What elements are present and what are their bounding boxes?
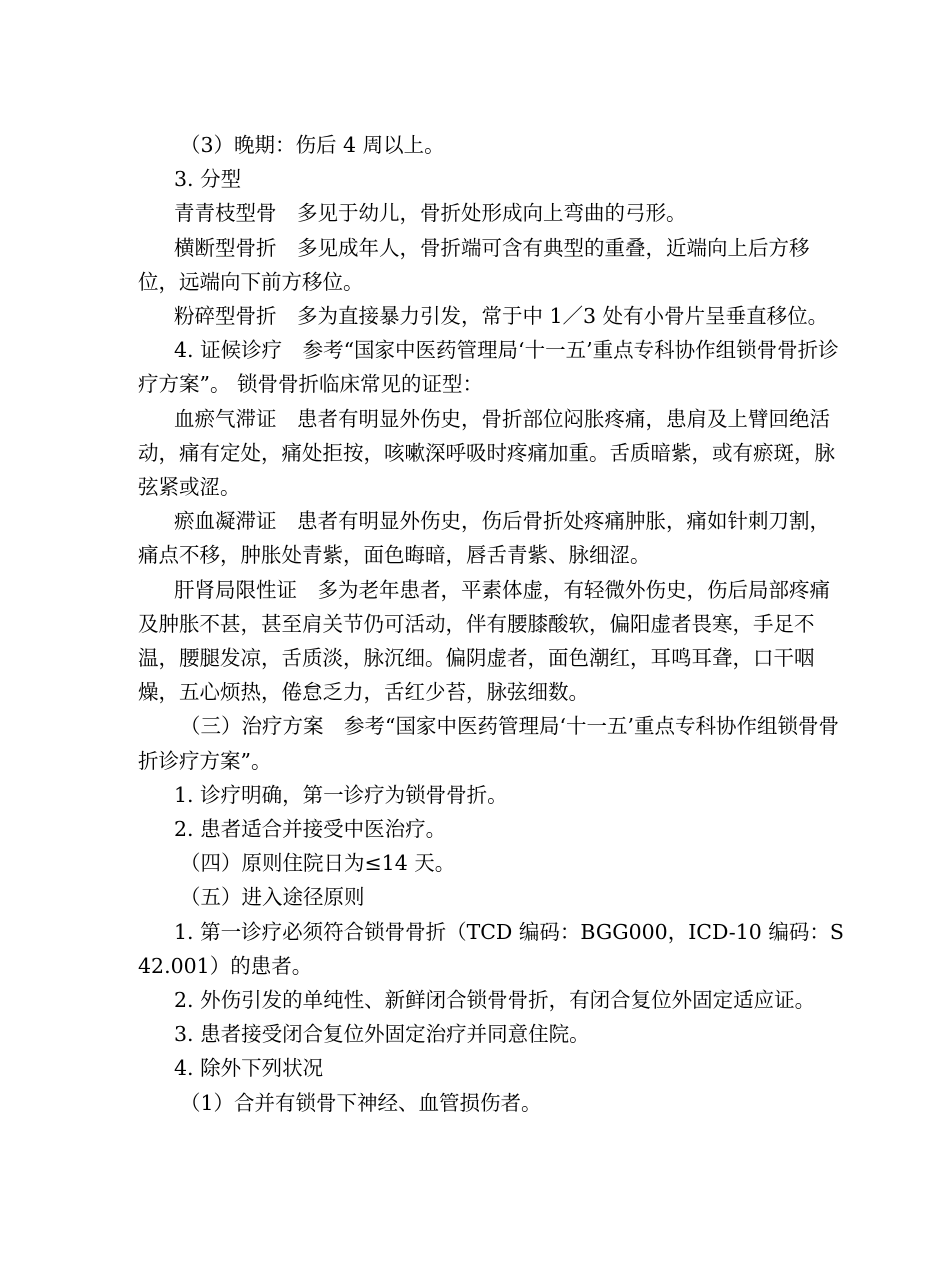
paragraph-transverse-type: 横断型骨折 多见成年人，骨折端可含有典型的重叠，近端向上后方移位，远端向下前方移位。 (138, 235, 810, 294)
heading-syndrome-diagnosis: 4. 证候诊疗 参考“国家中医药管理局‘十一五’重点专科协作组锁骨骨折诊疗方案”。 锁骨骨折临床常见的证型： (138, 338, 839, 397)
paragraph-diagnosis-codes: 1. 第一诊疗必须符合锁骨骨折（TCD 编码：BGG000，ICD-10 编码：S42.001）的患者。 (138, 919, 844, 978)
paragraph-greenstick-type: 青青枝型骨 多见于幼儿，骨折处形成向上弯曲的弓形。 (174, 201, 687, 226)
heading-hospital-days: （四）原则住院日为≤14 天。 (180, 851, 456, 876)
paragraph-simple-fracture: 2. 外伤引发的单纯性、新鲜闭合锁骨骨折，有闭合复位外固定适应证。 (174, 988, 816, 1013)
document-body (138, 128, 850, 1120)
paragraph-nerve-vessel-injury: （1）合并有锁骨下神经、血管损伤者。 (180, 1090, 542, 1115)
heading-pathway-entry: （五）进入途径原则 (180, 885, 365, 910)
paragraph-comminuted-type: 粉碎型骨折 多为直接暴力引发，常于中 1／3 处有小骨片呈垂直移位。 (174, 304, 829, 329)
heading-classification: 3. 分型 (174, 167, 242, 192)
paragraph-blood-stasis-coagulation: 瘀血凝滞证 患者有明显外伤史，伤后骨折处疼痛肿胀，痛如针刺刀割，痛点不移，肿胀处青紫，面色晦暗，唇舌青紫、脉细涩。 (138, 509, 830, 568)
paragraph-blood-stasis-qi-stagnation: 血瘀气滞证 患者有明显外伤史，骨折部位闷胀疼痛，患肩及上臂回绝活动，痛有定处，痛处拒按，咳嗽深呼吸时疼痛加重。舌质暗紫，或有瘀斑，脉弦紧或涩。 (138, 406, 835, 500)
heading-exclusions: 4. 除外下列状况 (174, 1056, 324, 1081)
heading-treatment-plan: （三）治疗方案 参考“国家中医药管理局‘十一五’重点专科协作组锁骨骨折诊疗方案”。 (138, 714, 840, 773)
paragraph-liver-kidney-syndrome: 肝肾局限性证 多为老年患者，平素体虚，有轻微外伤史，伤后局部疼痛及肿胀不甚，甚至肩关节仍可活动，伴有腰膝酸软，偏阳虚者畏寒，手足不温，腰腿发凉，舌质淡，脉沉细。偏阴虚者，面色潮红，耳鸣耳聋，口干咽燥，五心烦热，倦怠乏力，舌红少苔，脉弦细数。 (138, 577, 830, 705)
paragraph-accepts-tcm: 2. 患者适合并接受中医治疗。 (174, 817, 447, 842)
paragraph-diagnosis-clear: 1. 诊疗明确，第一诊疗为锁骨骨折。 (174, 782, 508, 807)
paragraph-late-stage: （3）晚期：伤后 4 周以上。 (180, 133, 445, 157)
paragraph-accepts-reduction: 3. 患者接受闭合复位外固定治疗并同意住院。 (174, 1022, 590, 1047)
